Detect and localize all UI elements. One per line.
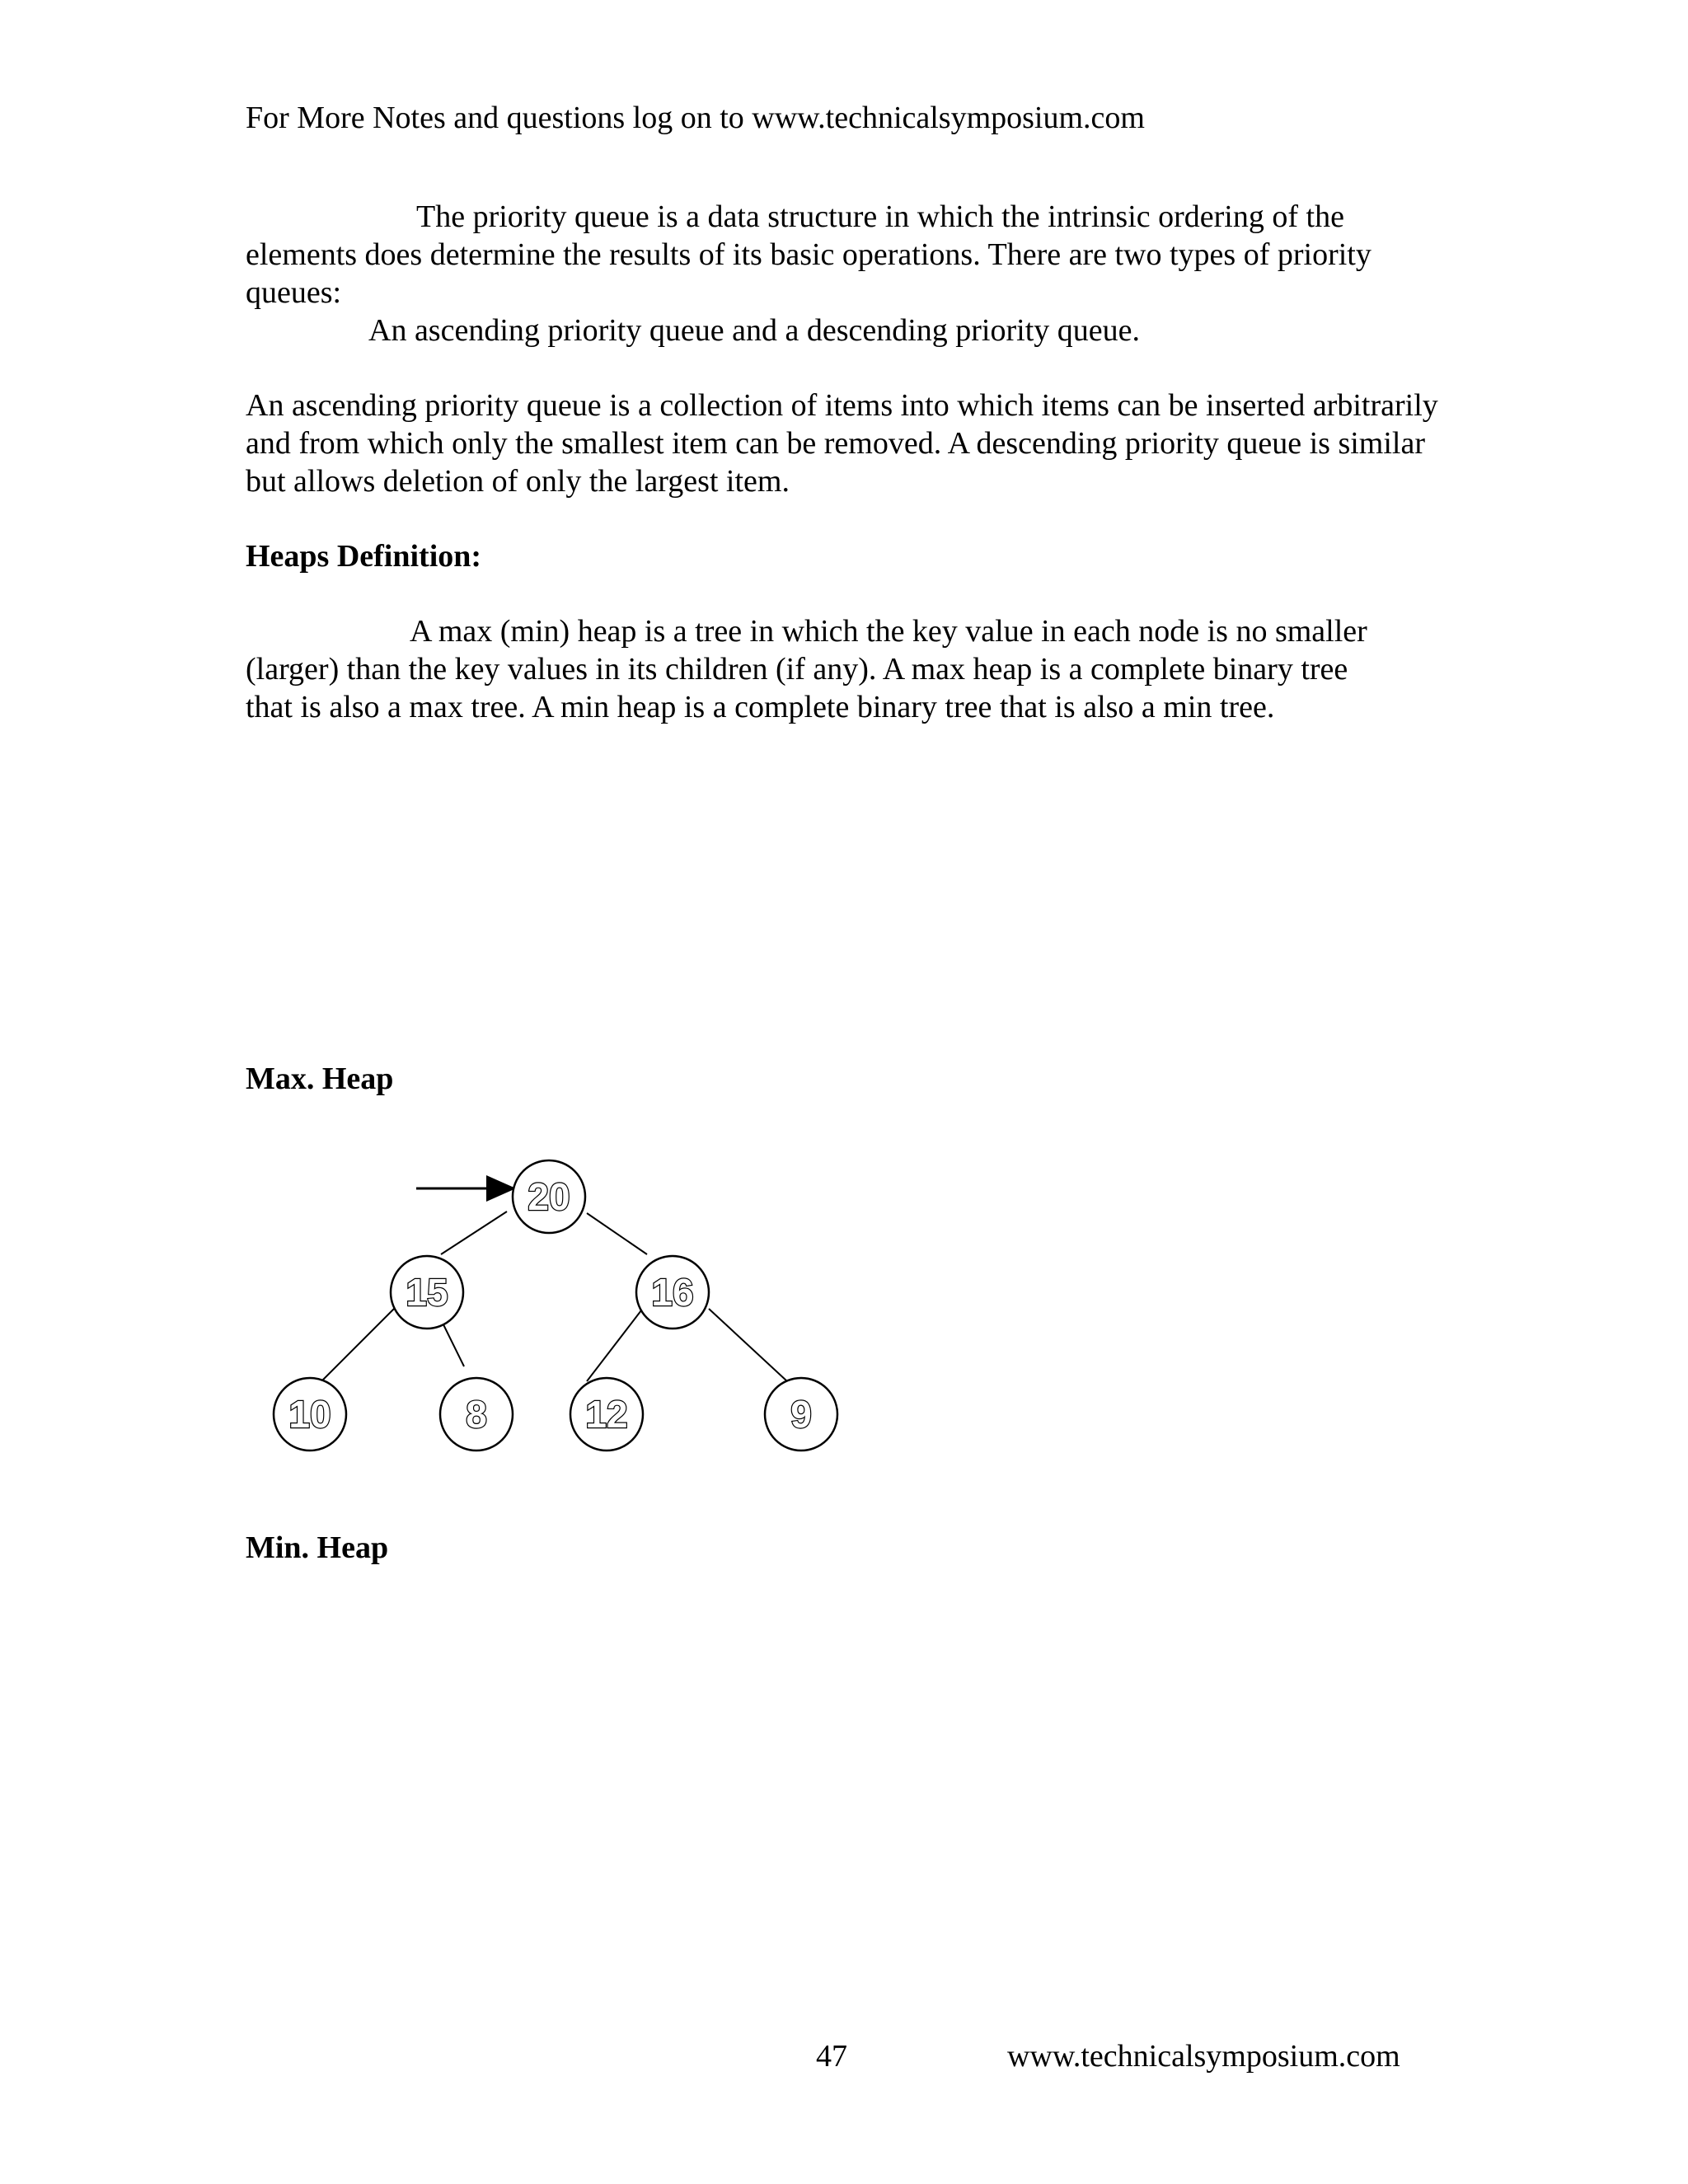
edge-right-rightright [709, 1309, 787, 1381]
intro-line-4: An ascending priority queue and a descending priority queue. [368, 313, 1140, 348]
edge-root-right [587, 1213, 647, 1254]
min-heap-label: Min. Heap [246, 1530, 389, 1565]
heap-node-left-left [274, 1378, 346, 1451]
heaps-line-3: that is also a max tree. A min heap is a complete binary tree that is also a min tree. [246, 690, 1275, 724]
root-pointer-arrowhead [486, 1175, 516, 1202]
edge-left-leftleft [320, 1307, 396, 1383]
intro-line-1: The priority queue is a data structure in which the intrinsic ordering of the [416, 199, 1344, 234]
heap-node-right-right-value: 9 [790, 1393, 812, 1436]
heap-node-left [391, 1256, 463, 1329]
heap-node-root-value: 20 [528, 1175, 570, 1218]
edge-right-rightleft [587, 1310, 641, 1381]
intro-line-3: queues: [246, 275, 342, 310]
heap-node-left-right [440, 1378, 513, 1451]
heaps-line-2: (larger) than the key values in its children (if any). A max heap is a complete binary tree [246, 652, 1348, 687]
heap-node-right-left-value: 12 [585, 1393, 628, 1436]
heap-node-left-value: 15 [406, 1271, 448, 1314]
ascending-priority-paragraph: An ascending priority queue is a collection of items into which items can be inserted arbitrarily and from which only the smallest item can be removed. A descending priority queue is similar but allows deletion of only the largest item. [246, 388, 1438, 499]
heap-node-root [513, 1160, 585, 1233]
heap-node-right-left [570, 1378, 643, 1451]
heaps-heading: Heaps Definition: [246, 539, 482, 574]
heap-node-right-right [765, 1378, 837, 1451]
page-header: For More Notes and questions log on to www.technicalsymposium.com [246, 101, 1145, 135]
heaps-line-1: A max (min) heap is a tree in which the key value in each node is no smaller [410, 614, 1367, 649]
max-heap-label: Max. Heap [246, 1062, 394, 1096]
heap-node-left-left-value: 10 [288, 1393, 331, 1436]
page-number: 47 [816, 2039, 847, 2074]
heap-node-right [636, 1256, 709, 1329]
intro-line-2: elements does determine the results of its basic operations. There are two types of priority [246, 237, 1372, 272]
heap-node-left-right-value: 8 [466, 1393, 487, 1436]
edge-root-left [441, 1212, 507, 1254]
heap-node-right-value: 16 [651, 1271, 694, 1314]
max-heap-diagram [247, 1146, 874, 1475]
footer-site: www.technicalsymposium.com [1007, 2039, 1400, 2074]
